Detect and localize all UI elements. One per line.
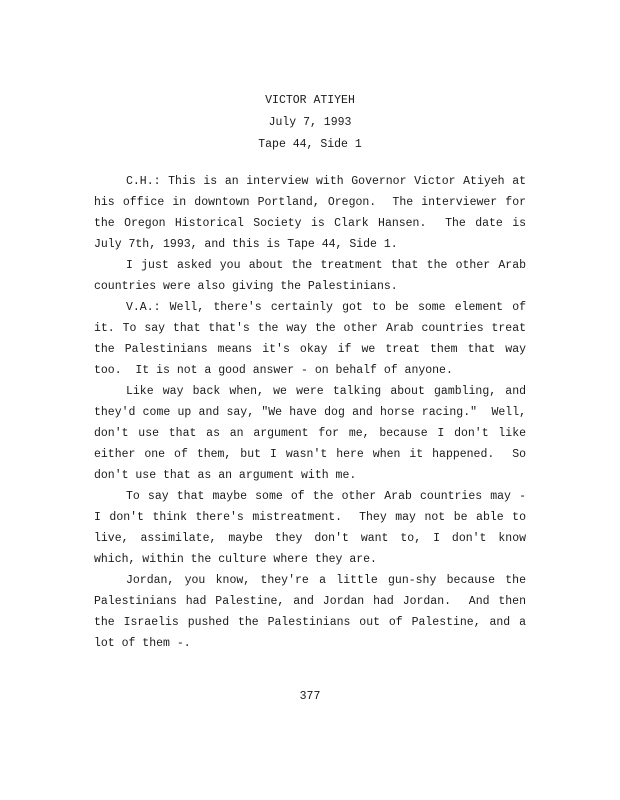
interviewee-name: VICTOR ATIYEH — [265, 94, 355, 107]
paragraph-text: Well, there's certainly got to be some element of it. To say that that's the way the other Arab countries treat the Palestinians means it's okay if we treat them that way too. It is not a good answer - on behalf of anyone. — [94, 301, 533, 377]
paragraph-text: I just asked you about the treatment that the other Arab countries were also giving the Palestinians. — [94, 259, 533, 293]
paragraph — [94, 255, 533, 297]
paragraph-text: Like way back when, we were talking about gambling, and they'd come up and say, "We have dog and horse racing." Well, don't use that as an argument for me, because I don't like either one of them, but I wasn't here when it happened. So don't use that as an argument with me. — [94, 385, 533, 482]
paragraph-text: This is an interview with Governor Victor Atiyeh at his office in downtown Portland, Oregon. The interviewer for the Oregon Historical Society is Clark Hansen. The date is July 7th, 1993, and this is Tape 44, Side 1. — [94, 175, 533, 251]
speaker-label: C.H.: — [126, 175, 161, 188]
paragraph — [94, 381, 533, 486]
page-number: 377 — [299, 690, 321, 703]
speaker-label: V.A.: — [126, 301, 161, 314]
paragraph — [94, 297, 533, 381]
paragraph-text: Jordan, you know, they're a little gun-shy because the Palestinians had Palestine, and Jordan had Jordan. And then the Israelis pushed the Palestinians out of Palestine, and a lot of them -. — [94, 574, 533, 650]
interview-date: July 7, 1993 — [268, 116, 352, 129]
paragraph — [94, 570, 533, 654]
tape-label: Tape 44, Side 1 — [258, 138, 362, 151]
paragraph — [94, 486, 533, 570]
transcript-body — [94, 171, 533, 654]
paragraph-text: To say that maybe some of the other Arab countries may - I don't think there's mistreatment. They may not be able to live, assimilate, maybe they don't want to, I don't know which, within the culture where they are. — [94, 490, 533, 566]
paragraph — [94, 171, 533, 255]
